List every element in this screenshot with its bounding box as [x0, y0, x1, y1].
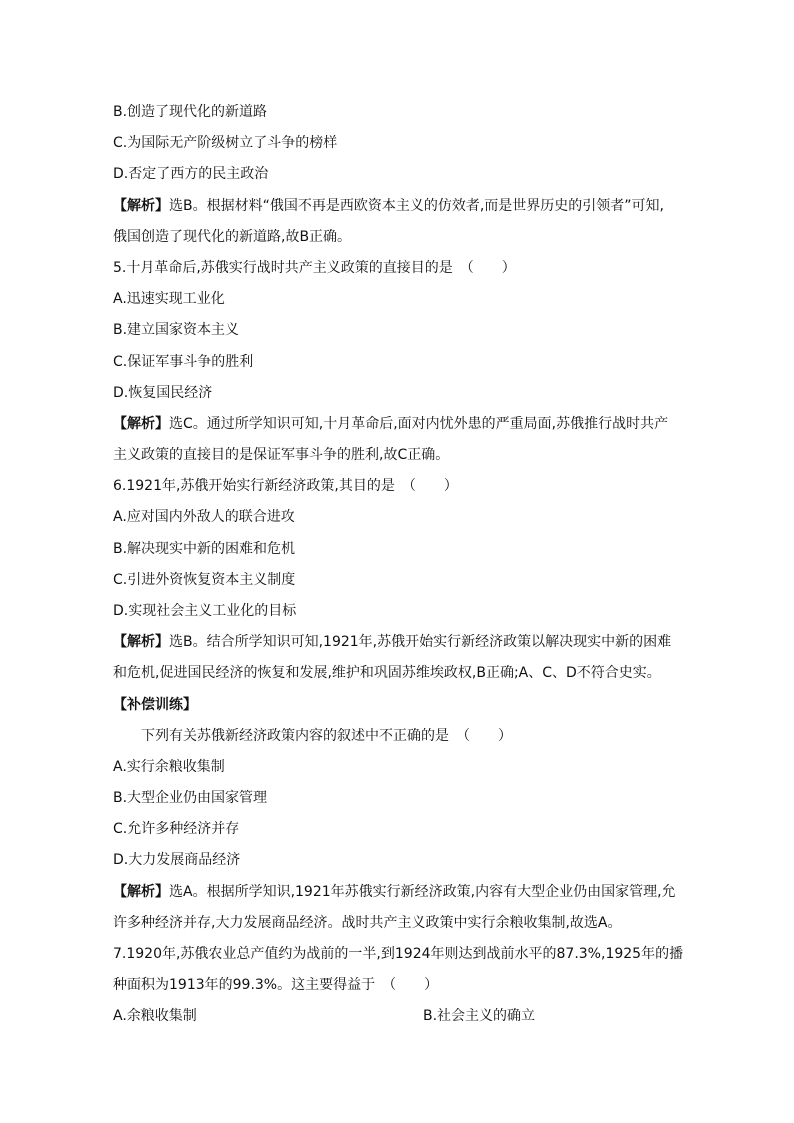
q7-stem-line-2: 种面积为1913年的99.3%。这主要得益于 （ ）	[113, 977, 439, 993]
analysis-text: 选B。根据材料“俄国不再是西欧资本主义的仿效者,而是世界历史的引领者”可知,	[169, 198, 665, 214]
supplement-option-b: B.大型企业仍由国家管理	[113, 790, 268, 806]
q4-analysis-line-1	[113, 196, 693, 216]
q4-analysis-line-2: 俄国创造了现代化的新道路,故B正确。	[113, 229, 352, 245]
q5-option-b: B.建立国家资本主义	[113, 322, 240, 338]
q5-stem: 5.十月革命后,苏俄实行战时共产主义政策的直接目的是 （ ）	[113, 260, 516, 276]
analysis-text: 选C。通过所学知识可知,十月革命后,面对内忧外患的严重局面,苏俄推行战时共产	[169, 416, 669, 432]
analysis-tag: 【解析】	[113, 416, 169, 432]
q5-option-d: D.恢复国民经济	[113, 385, 213, 401]
q6-option-d: D.实现社会主义工业化的目标	[113, 603, 297, 619]
q4-option-d: D.否定了西方的民主政治	[113, 166, 269, 182]
q5-option-a: A.迅速实现工业化	[113, 291, 225, 307]
supplement-option-d: D.大力发展商品经济	[113, 852, 241, 868]
supplement-stem: 下列有关苏俄新经济政策内容的叙述中不正确的是 （ ）	[141, 728, 512, 744]
q6-option-a: A.应对国内外敌人的联合进攻	[113, 509, 295, 525]
q6-option-b: B.解决现实中新的困难和危机	[113, 541, 296, 557]
q6-analysis-line-2: 和危机,促进国民经济的恢复和发展,维护和巩固苏维埃政权,B正确;A、C、D不符合史实。	[113, 665, 661, 681]
q4-option-b: B.创造了现代化的新道路	[113, 104, 268, 120]
analysis-tag: 【解析】	[113, 198, 169, 214]
q7-option-a: A.余粮收集制	[113, 1008, 197, 1024]
analysis-tag: 【解析】	[113, 884, 169, 900]
supplement-analysis-line-2: 许多种经济并存,大力发展商品经济。战时共产主义政策中实行余粮收集制,故选A。	[113, 915, 622, 931]
analysis-text: 选B。结合所学知识可知,1921年,苏俄开始实行新经济政策以解决现实中新的困难	[169, 634, 672, 650]
analysis-tag: 【解析】	[113, 634, 169, 650]
q6-stem: 6.1921年,苏俄开始实行新经济政策,其目的是 （ ）	[113, 478, 458, 494]
q6-analysis-line-1	[113, 632, 693, 652]
q6-option-c: C.引进外资恢复资本主义制度	[113, 572, 296, 588]
supplement-option-a: A.实行余粮收集制	[113, 759, 225, 775]
q4-option-c: C.为国际无产阶级树立了斗争的榜样	[113, 135, 338, 151]
q7-option-b: B.社会主义的确立	[423, 1008, 536, 1024]
analysis-text: 选A。根据所学知识,1921年苏俄实行新经济政策,内容有大型企业仍由国家管理,允	[169, 884, 676, 900]
supplement-analysis-line-1	[113, 882, 693, 902]
q5-analysis-line-1	[113, 414, 693, 434]
q5-analysis-line-2: 主义政策的直接目的是保证军事斗争的胜利,故C正确。	[113, 447, 450, 463]
q7-stem-line-1: 7.1920年,苏俄农业总产值约为战前的一半,到1924年则达到战前水平的87.3%,1925年的播	[113, 946, 684, 962]
q5-option-c: C.保证军事斗争的胜利	[113, 354, 254, 370]
q7-options-row	[113, 1006, 693, 1026]
supplement-option-c: C.允许多种经济并存	[113, 821, 240, 837]
supplement-title: 【补偿训练】	[113, 697, 197, 713]
